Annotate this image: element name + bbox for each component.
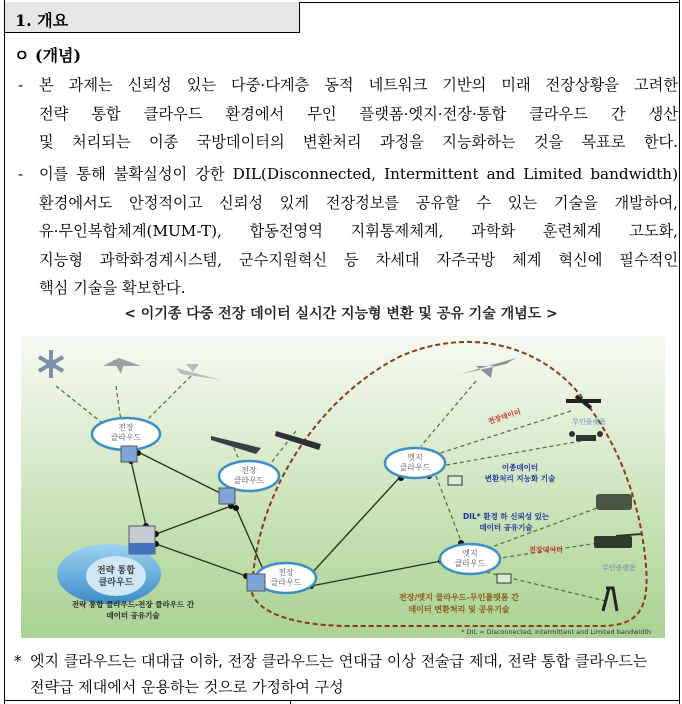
concept-label: ㅇ (개념) xyxy=(14,46,82,65)
section-heading-box xyxy=(5,2,300,33)
svg-text:클라우드: 클라우드 xyxy=(110,433,142,442)
svg-text:전장: 전장 xyxy=(118,423,134,432)
svg-text:전략 통합: 전략 통합 xyxy=(97,566,135,576)
footnote-line: 전략급 제대에서 운용하는 것으로 가정하여 구성 xyxy=(30,678,344,696)
paragraph-goal xyxy=(18,71,678,157)
strategic-cloud xyxy=(57,526,161,604)
paragraph-line: 전략 통합 클라우드 환경에서 무인 플랫폼·엣지·전장·통합 클라우드 간 생산 xyxy=(39,104,678,123)
bottom-border xyxy=(4,700,680,701)
edge-cloud-2 xyxy=(440,544,511,583)
paragraph-line: 이를 통해 불확실성이 강한 DIL(Disconnected, Intermittent and Limited bandwidth) xyxy=(39,165,678,183)
svg-text:클라우드: 클라우드 xyxy=(270,578,302,587)
paragraph-line: 환경에서도 안정적이고 신뢰성 있게 전장정보를 공유할 수 있는 기술을 개발하여, xyxy=(39,193,678,212)
battle-cloud-2 xyxy=(219,461,279,504)
figure-caption: < 이기종 다중 전장 데이터 실시간 지능형 변환 및 공유 기술 개념도 > xyxy=(124,306,558,322)
unmanned-platform-label: 무인플랫폼 xyxy=(602,564,636,572)
svg-text:데이터 변환처리 및 공유기술: 데이터 변환처리 및 공유기술 xyxy=(408,605,510,614)
paragraph-line: 유·무인복합체계(MUM-T), 합동전영역 지휘통제체계, 과학화 훈련체계 고도화, xyxy=(39,222,678,240)
svg-text:클라우드: 클라우드 xyxy=(399,463,431,472)
svg-text:이종데이터: 이종데이터 xyxy=(501,463,539,472)
svg-text:데이터 공유기술: 데이터 공유기술 xyxy=(479,523,533,532)
concept-diagram xyxy=(21,336,665,638)
battle-data-label: 전장데이터 xyxy=(529,546,563,554)
paragraph-line: 본 과제는 신뢰성 있는 다중·다계층 동적 네트워크 기반의 미래 전장상황을 고려한 xyxy=(39,76,678,94)
dil-footnote: * DIL = Disconnected, Intermittent and Limited bandwidth xyxy=(461,628,651,636)
battle-cloud-1 xyxy=(92,418,160,462)
bullet-dash: - xyxy=(18,76,24,94)
paragraph-outcome xyxy=(18,160,678,303)
battle-data-label: 전장데이터 xyxy=(487,407,522,426)
paragraph-line: 및 처리되는 이종 국방데이터의 변환처리 과정을 지능화하는 것을 목표로 한다. xyxy=(39,133,678,151)
svg-text:전략 통합 클라우드-전장 클라우드 간: 전략 통합 클라우드-전장 클라우드 간 xyxy=(71,600,195,609)
footnote: * 엣지 클라우드는 대대급 이하, 전장 클라우드는 연대급 이상 전술급 제대, 전략 통합 클라우드는 전략급 제대에서 운용하는 것으로 가정하여 구성 xyxy=(14,648,676,700)
unmanned-platform-label: 무인플랫폼 xyxy=(572,418,606,426)
section-heading: 1. 개요 xyxy=(15,11,69,30)
svg-text:전장: 전장 xyxy=(241,466,257,475)
bottom-divider xyxy=(290,700,291,704)
svg-text:엣지: 엣지 xyxy=(462,549,478,558)
svg-text:데이터 공유기술: 데이터 공유기술 xyxy=(106,611,160,620)
bullet-dash: - xyxy=(18,165,24,183)
paragraph-line: 지능형 과학화경계시스템, 군수지원혁신 등 차세대 자주국방 체계 혁신에 필수적인 xyxy=(39,250,678,269)
svg-text:전장: 전장 xyxy=(278,568,294,577)
svg-text:변환처리 지능화 기술: 변환처리 지능화 기술 xyxy=(484,474,556,483)
battle-cloud-3 xyxy=(247,563,316,593)
svg-text:클라우드: 클라우드 xyxy=(454,559,486,568)
svg-text:전장/엣지 클라우드-무인플랫폼 간: 전장/엣지 클라우드-무인플랫폼 간 xyxy=(398,593,520,602)
edge-cloud-1 xyxy=(385,448,462,485)
svg-text:클라우드: 클라우드 xyxy=(233,476,265,485)
svg-text:클라우드: 클라우드 xyxy=(98,578,134,588)
svg-text:엣지: 엣지 xyxy=(407,453,423,462)
paragraph-line: 핵심 기술을 확보한다. xyxy=(39,279,186,297)
svg-text:DIL* 환경 하 신뢰성 있는: DIL* 환경 하 신뢰성 있는 xyxy=(462,512,550,521)
footnote-line: 엣지 클라우드는 대대급 이하, 전장 클라우드는 연대급 이상 전술급 제대, 전략 통합 클라우드는 xyxy=(30,652,648,670)
